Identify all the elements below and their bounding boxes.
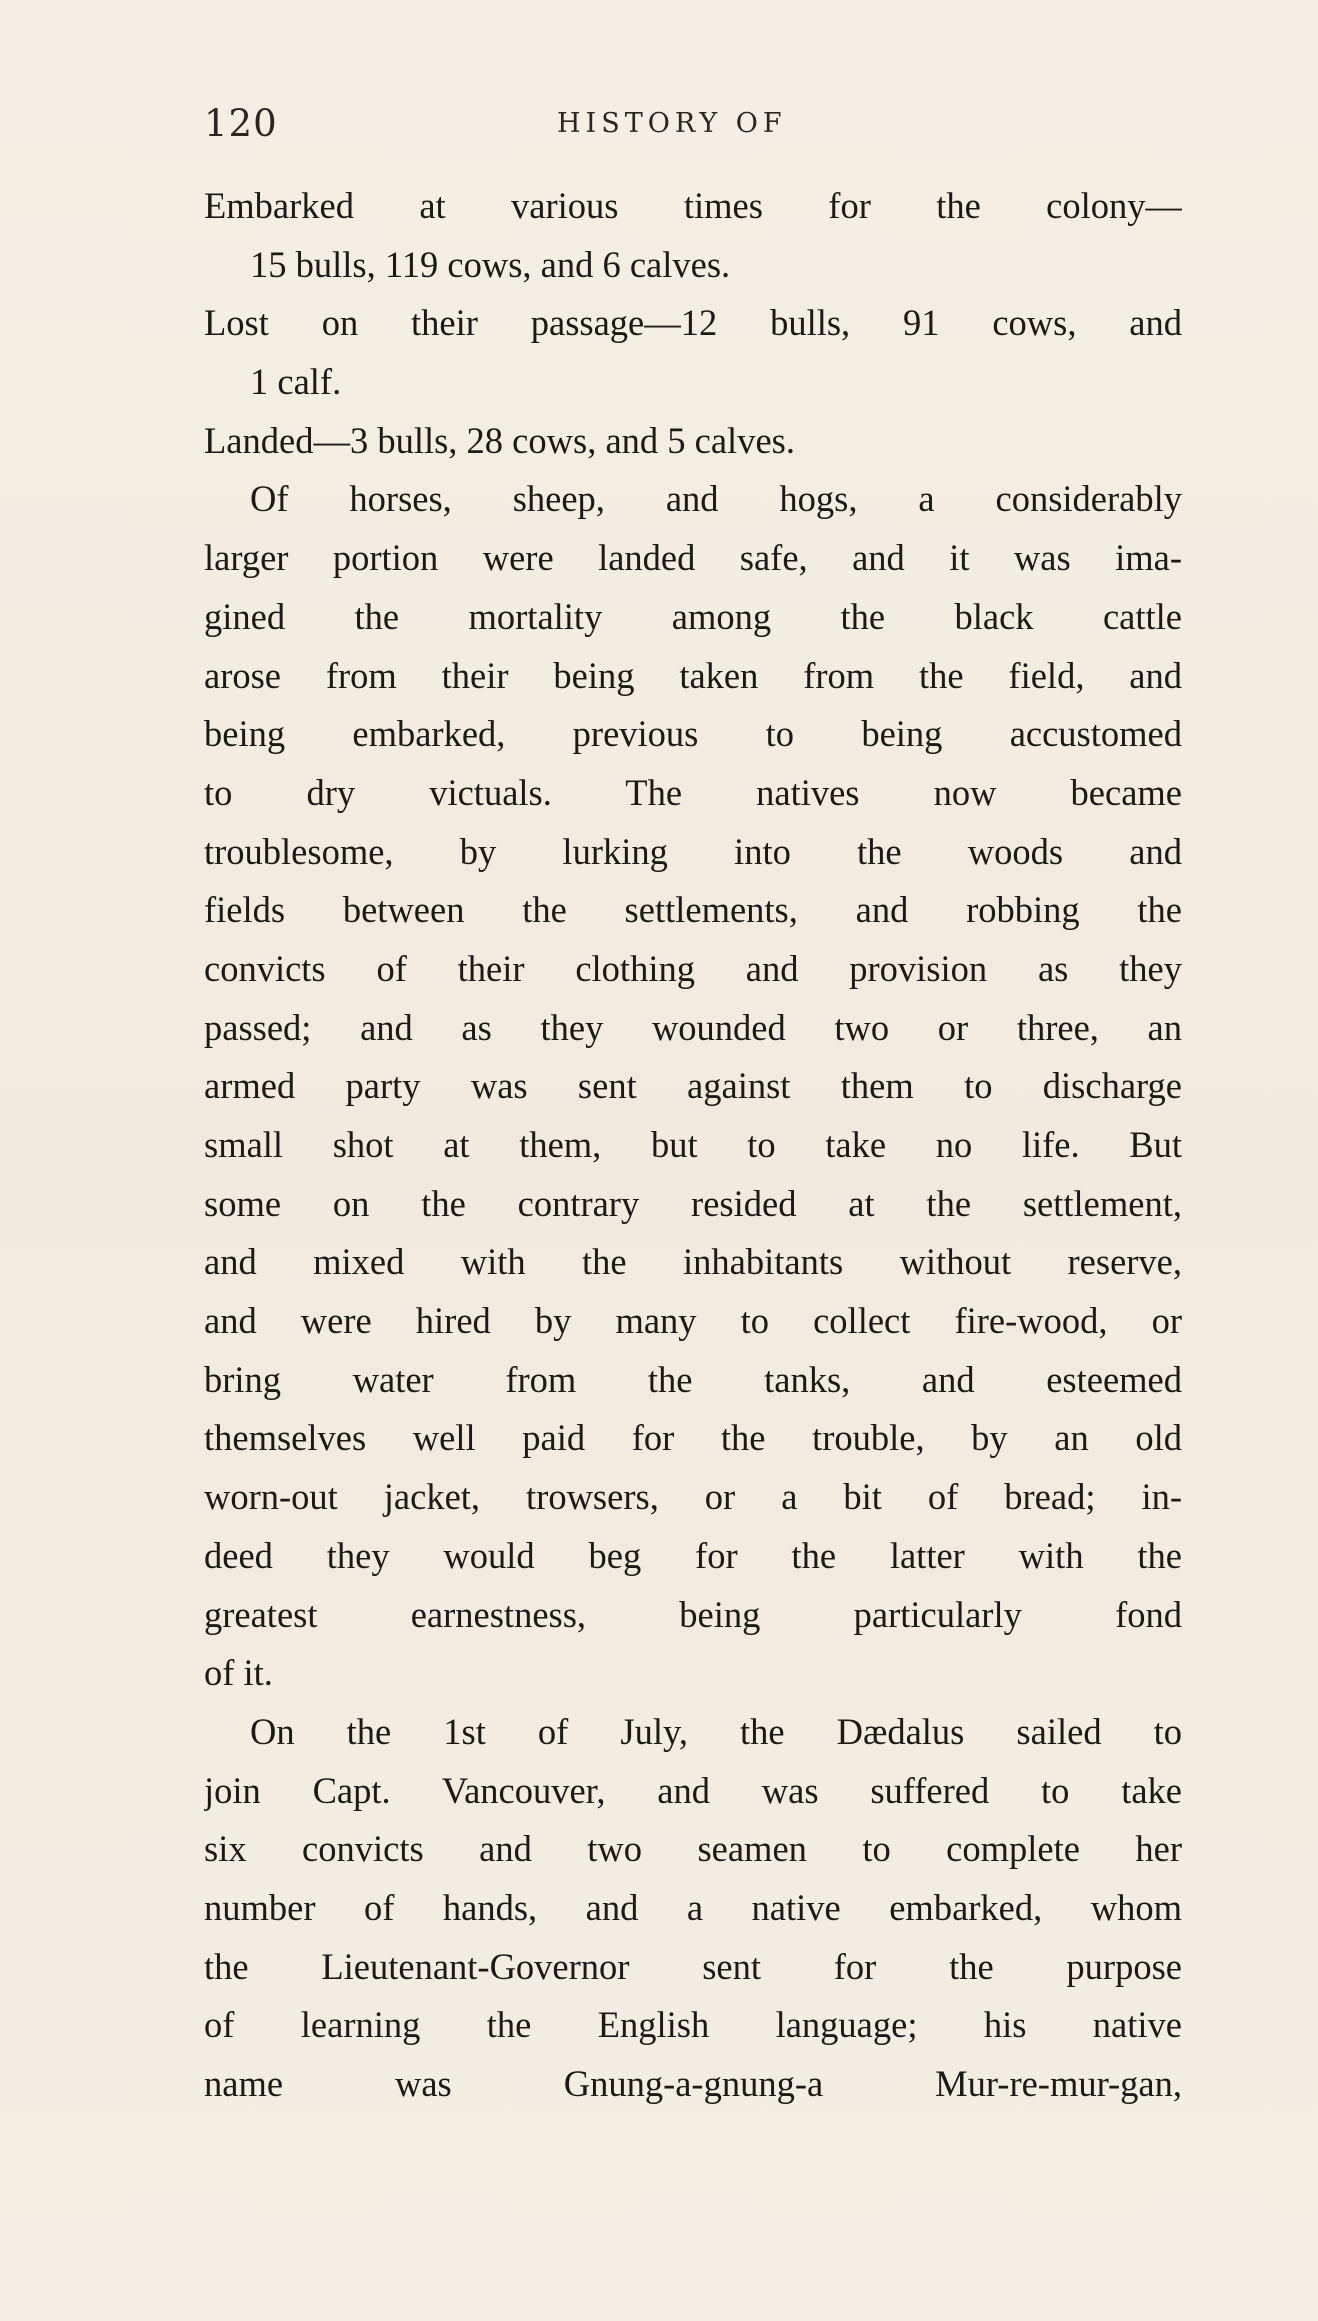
- page-header: [204, 102, 1184, 158]
- text-line: bring water from the tanks, and esteemed: [204, 1358, 1182, 1400]
- text-line: convicts of their clothing and provision as they: [204, 947, 1182, 989]
- text-line: greatest earnestness, being particularly fond: [204, 1593, 1182, 1635]
- text-line: arose from their being taken from the field, and: [204, 654, 1182, 696]
- text-line: of learning the English language; his native: [204, 2004, 1182, 2046]
- text-line: fields between the settlements, and robbing the: [204, 889, 1182, 931]
- text-line: and mixed with the inhabitants without reserve,: [204, 1241, 1182, 1283]
- text-line: passed; and as they wounded two or three, an: [204, 1006, 1182, 1048]
- text-line: name was Gnung-a-gnung-a Mur-re-mur-gan,: [204, 2063, 1182, 2104]
- text-line: larger portion were landed safe, and it was ima-: [204, 537, 1182, 579]
- text-line: troublesome, by lurking into the woods and: [204, 830, 1182, 872]
- text-line: and were hired by many to collect fire-wood, or: [204, 1300, 1182, 1342]
- text-line: gined the mortality among the black cattle: [204, 595, 1182, 637]
- running-head: HISTORY OF: [557, 108, 787, 139]
- page-number: 120: [204, 102, 278, 145]
- text-line: to dry victuals. The natives now became: [204, 771, 1182, 813]
- text-line: six convicts and two seamen to complete her: [204, 1828, 1182, 1870]
- text-line: join Capt. Vancouver, and was suffered to take: [204, 1769, 1182, 1811]
- text-line: number of hands, and a native embarked, whom: [204, 1886, 1182, 1928]
- text-line: being embarked, previous to being accustomed: [204, 713, 1182, 755]
- text-line: armed party was sent against them to discharge: [204, 1065, 1182, 1107]
- text-line: some on the contrary resided at the settlement,: [204, 1182, 1182, 1224]
- text-line: of it.: [204, 1652, 273, 1694]
- text-line: 15 bulls, 119 cows, and 6 calves.: [250, 243, 731, 285]
- text-line: small shot at them, but to take no life. But: [204, 1124, 1182, 1165]
- body-text: [204, 177, 1182, 2114]
- text-line: themselves well paid for the trouble, by an old: [204, 1417, 1182, 1459]
- text-line: worn-out jacket, trowsers, or a bit of bread; in-: [204, 1476, 1182, 1518]
- text-line: On the 1st of July, the Dædalus sailed to: [250, 1710, 1182, 1752]
- text-line: Of horses, sheep, and hogs, a considerably: [250, 478, 1182, 520]
- text-line: Landed—3 bulls, 28 cows, and 5 calves.: [204, 419, 795, 461]
- text-line: deed they would beg for the latter with the: [204, 1534, 1182, 1576]
- text-line: 1 calf.: [250, 361, 342, 403]
- text-line: Lost on their passage—12 bulls, 91 cows, and: [204, 302, 1182, 344]
- text-line: the Lieutenant-Governor sent for the purpose: [204, 1945, 1182, 1987]
- text-line: Embarked at various times for the colony—: [204, 185, 1182, 226]
